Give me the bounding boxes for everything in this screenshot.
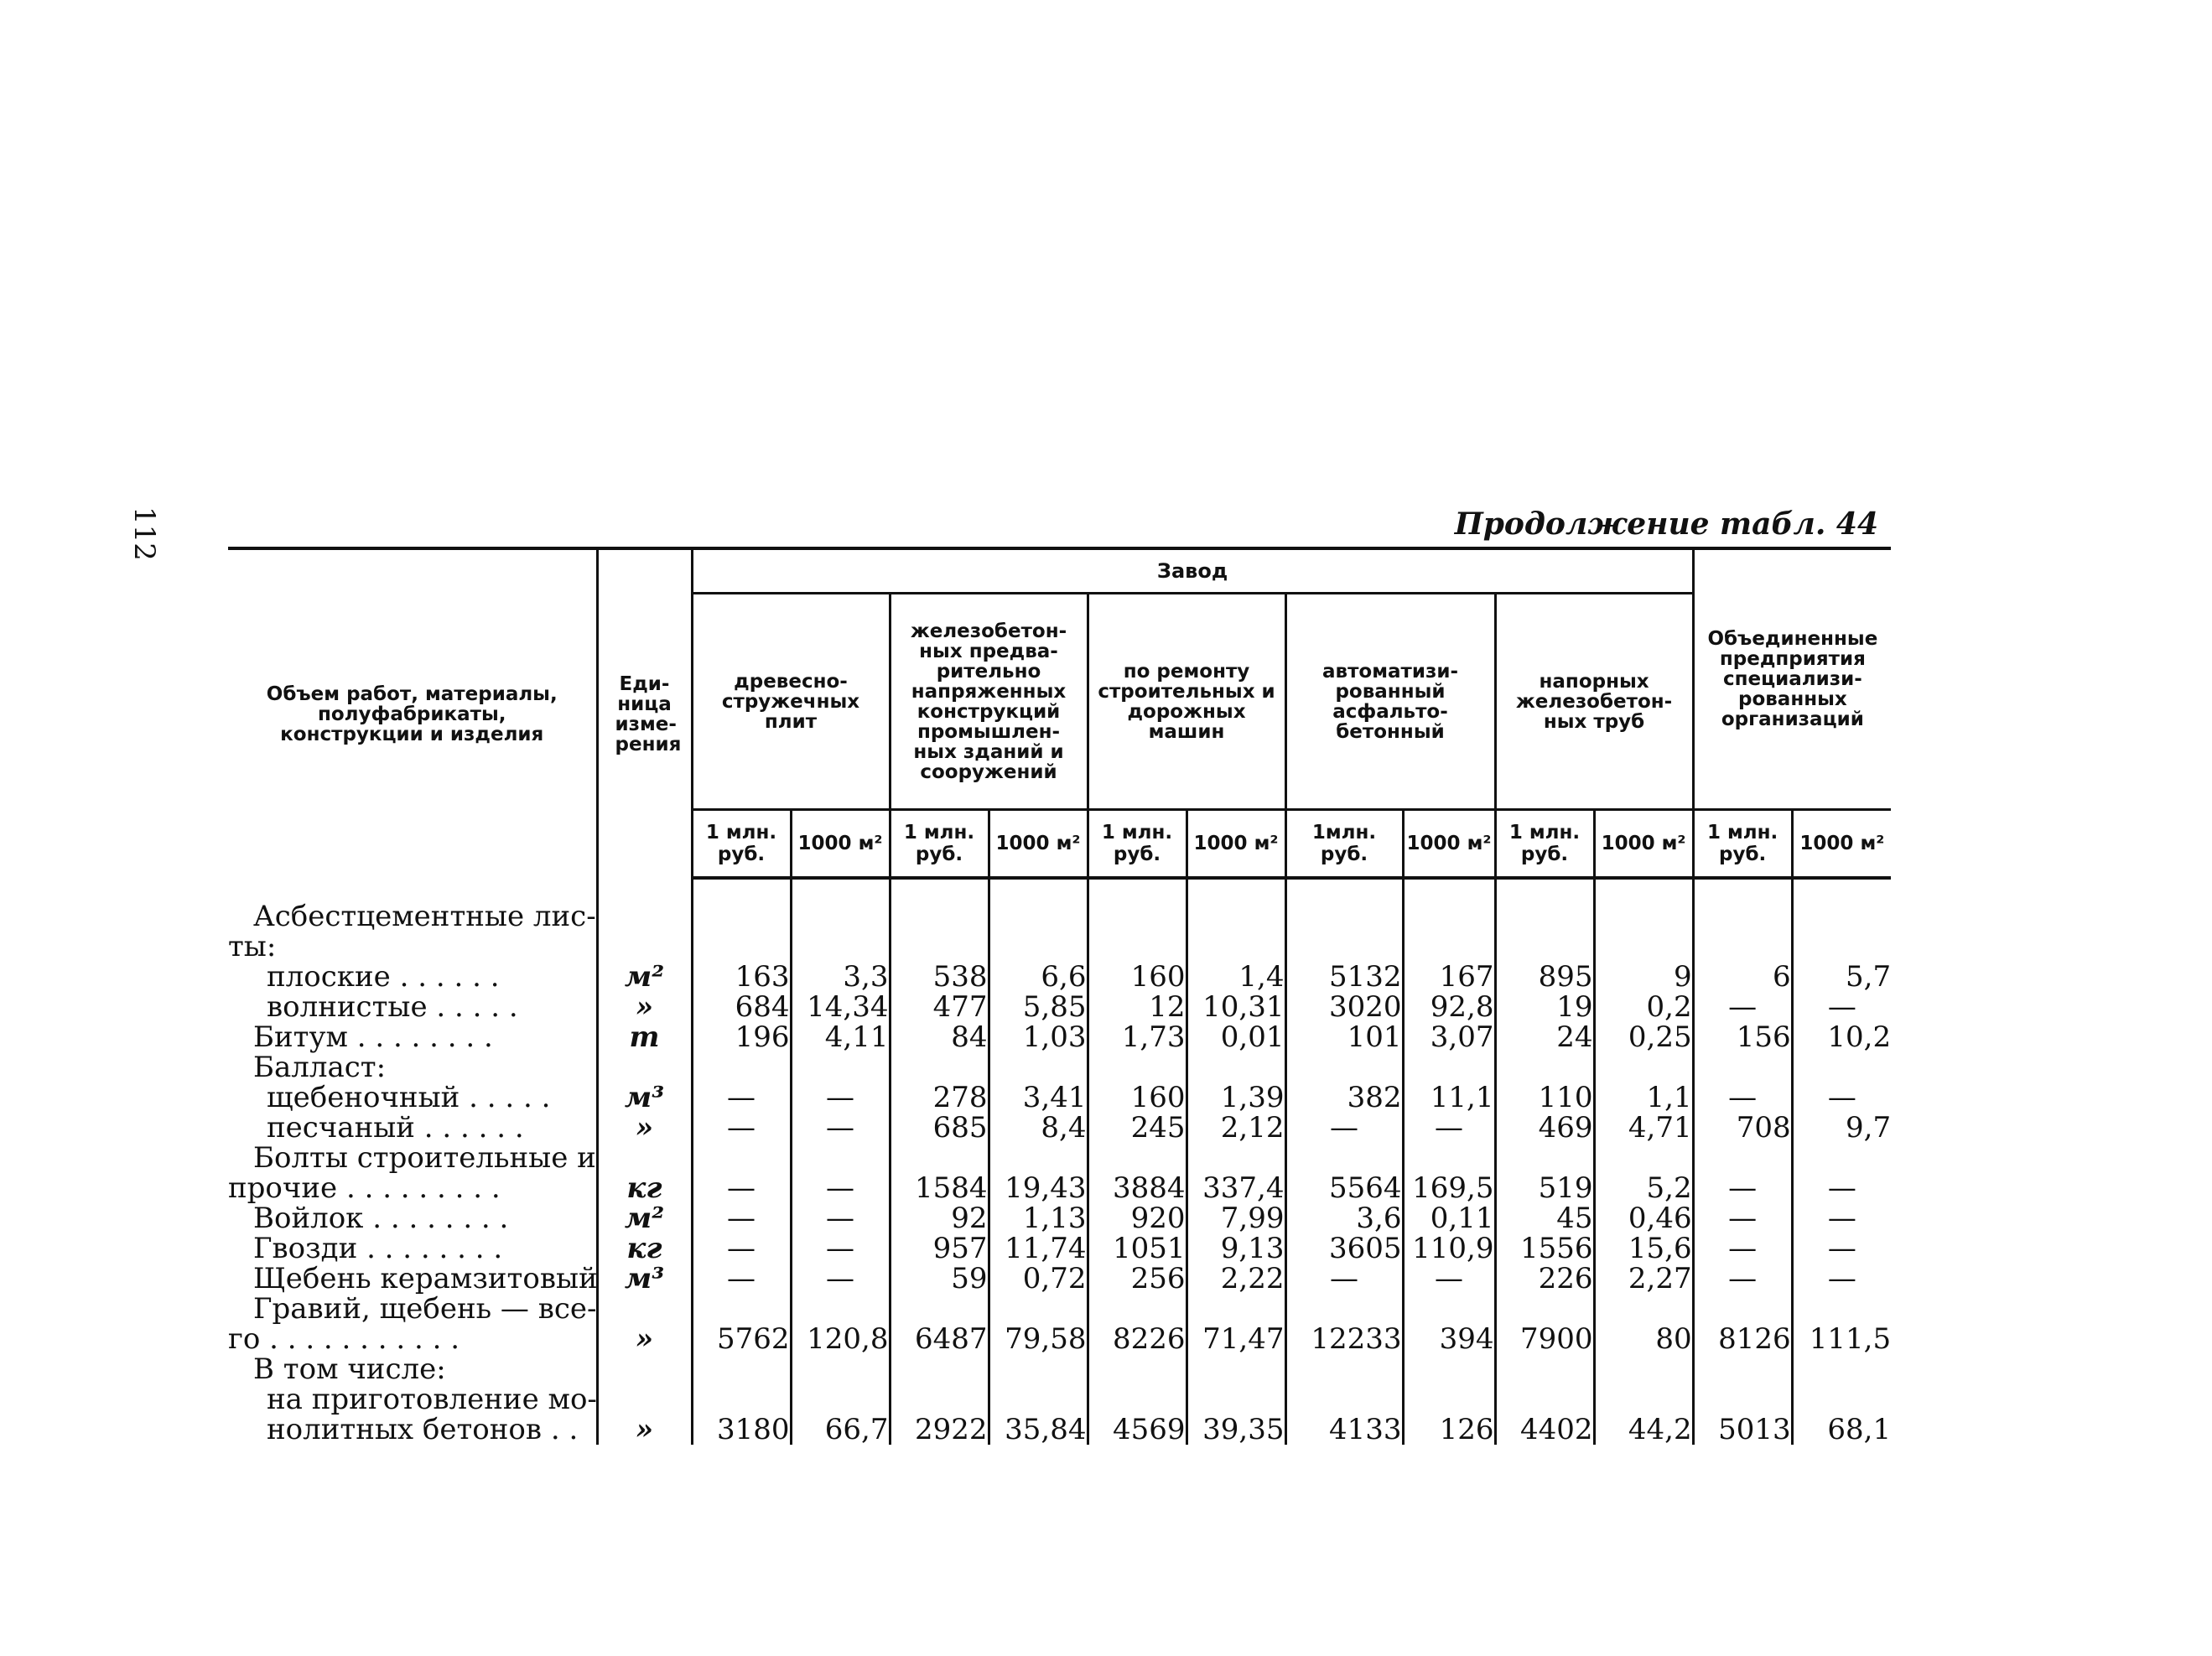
table-caption: Продолжение табл. 44 bbox=[1454, 506, 1878, 542]
table-cell bbox=[1594, 1384, 1693, 1415]
table-cell: 11,74 bbox=[989, 1233, 1088, 1264]
table-cell: 5132 bbox=[1285, 962, 1403, 992]
unit-area: 1000 м² bbox=[791, 810, 890, 879]
table-cell bbox=[1792, 1354, 1891, 1384]
row-label: нолитных бетонов . . bbox=[228, 1415, 597, 1445]
row-label: ты: bbox=[228, 932, 597, 962]
table-cell bbox=[890, 1354, 989, 1384]
table-cell: — bbox=[1403, 1113, 1495, 1143]
table-cell bbox=[791, 1143, 890, 1173]
table-cell: — bbox=[1693, 1082, 1792, 1113]
table-cell: — bbox=[791, 1113, 890, 1143]
table-cell bbox=[989, 1294, 1088, 1324]
row-unit: » bbox=[597, 1415, 692, 1445]
table-cell: — bbox=[791, 1203, 890, 1233]
table-cell: 126 bbox=[1403, 1415, 1495, 1445]
table-cell: — bbox=[1792, 1173, 1891, 1203]
table-cell bbox=[1594, 1294, 1693, 1324]
row-label: плоские . . . . . . bbox=[228, 962, 597, 992]
table-row bbox=[228, 1173, 1891, 1203]
table-cell: 110 bbox=[1495, 1082, 1594, 1113]
table-cell: 256 bbox=[1088, 1264, 1186, 1294]
table-cell bbox=[890, 932, 989, 962]
table-cell bbox=[1403, 1143, 1495, 1173]
row-label: Гвозди . . . . . . . . bbox=[228, 1233, 597, 1264]
row-label: Асбестцементные лис- bbox=[228, 901, 597, 932]
table-row bbox=[228, 1294, 1891, 1324]
row-unit: » bbox=[597, 1113, 692, 1143]
row-unit: м² bbox=[597, 962, 692, 992]
table-cell: 3,6 bbox=[1285, 1203, 1403, 1233]
table-cell bbox=[1186, 901, 1285, 932]
table-cell bbox=[1495, 1143, 1594, 1173]
table-cell bbox=[1088, 1143, 1186, 1173]
table-cell bbox=[1088, 901, 1186, 932]
table-cell bbox=[1186, 1384, 1285, 1415]
table-cell: 120,8 bbox=[791, 1324, 890, 1354]
table-cell: — bbox=[692, 1264, 791, 1294]
table-cell bbox=[692, 932, 791, 962]
table-cell: 160 bbox=[1088, 962, 1186, 992]
unit-rub: 1млн. руб. bbox=[1285, 810, 1403, 879]
unit-area: 1000 м² bbox=[989, 810, 1088, 879]
table-cell: 0,11 bbox=[1403, 1203, 1495, 1233]
table-cell: 24 bbox=[1495, 1022, 1594, 1052]
table-cell: 15,6 bbox=[1594, 1233, 1693, 1264]
table-cell: — bbox=[1403, 1264, 1495, 1294]
table-cell: 163 bbox=[692, 962, 791, 992]
table-cell bbox=[1495, 1294, 1594, 1324]
table-cell: 7900 bbox=[1495, 1324, 1594, 1354]
table-cell: 5,85 bbox=[989, 992, 1088, 1022]
header-unit-column: Еди- ница изме- рения bbox=[597, 548, 692, 878]
table-cell bbox=[1495, 1354, 1594, 1384]
table-cell: 2922 bbox=[890, 1415, 989, 1445]
table-cell: 382 bbox=[1285, 1082, 1403, 1113]
table-row bbox=[228, 1264, 1891, 1294]
table-cell bbox=[1693, 1294, 1792, 1324]
row-label: Болты строительные и bbox=[228, 1143, 597, 1173]
table-cell: 469 bbox=[1495, 1113, 1594, 1143]
table-cell bbox=[1403, 901, 1495, 932]
table-cell: 8,4 bbox=[989, 1113, 1088, 1143]
table-cell bbox=[1792, 901, 1891, 932]
table-cell bbox=[1088, 1052, 1186, 1082]
row-unit bbox=[597, 901, 692, 932]
table-cell bbox=[1403, 1354, 1495, 1384]
table-cell: — bbox=[791, 1264, 890, 1294]
unit-rub: 1 млн. руб. bbox=[1088, 810, 1186, 879]
table-cell: 3180 bbox=[692, 1415, 791, 1445]
table-cell bbox=[989, 932, 1088, 962]
table-cell: 9,7 bbox=[1792, 1113, 1891, 1143]
table-cell: — bbox=[791, 1233, 890, 1264]
table-cell: 1556 bbox=[1495, 1233, 1594, 1264]
unit-area: 1000 м² bbox=[1403, 810, 1495, 879]
table-cell: 12 bbox=[1088, 992, 1186, 1022]
table-cell: 1,13 bbox=[989, 1203, 1088, 1233]
table-cell: 0,01 bbox=[1186, 1022, 1285, 1052]
table-cell: — bbox=[791, 1173, 890, 1203]
table-row bbox=[228, 901, 1891, 932]
table-cell: 5,7 bbox=[1792, 962, 1891, 992]
table-cell: 84 bbox=[890, 1022, 989, 1052]
table-cell bbox=[1594, 1143, 1693, 1173]
table-cell: 5762 bbox=[692, 1324, 791, 1354]
table-row bbox=[228, 1203, 1891, 1233]
header-factory-pipes: напорных железобетон- ных труб bbox=[1495, 594, 1693, 810]
table-cell: 110,9 bbox=[1403, 1233, 1495, 1264]
table-cell bbox=[692, 1143, 791, 1173]
table-cell: — bbox=[791, 1082, 890, 1113]
page-number: 112 bbox=[127, 506, 161, 561]
data-table bbox=[228, 547, 1891, 1445]
table-cell: 245 bbox=[1088, 1113, 1186, 1143]
table-cell bbox=[791, 901, 890, 932]
table-cell: 1,03 bbox=[989, 1022, 1088, 1052]
table-cell: 10,2 bbox=[1792, 1022, 1891, 1052]
table-cell: 7,99 bbox=[1186, 1203, 1285, 1233]
header-factory-chipboard: древесно- стружечных плит bbox=[692, 594, 890, 810]
table-cell: 2,27 bbox=[1594, 1264, 1693, 1294]
table-cell: 59 bbox=[890, 1264, 989, 1294]
table-cell: — bbox=[692, 1082, 791, 1113]
table-cell: 9 bbox=[1594, 962, 1693, 992]
row-label: на приготовление мо- bbox=[228, 1384, 597, 1415]
table-row bbox=[228, 932, 1891, 962]
table-cell: 394 bbox=[1403, 1324, 1495, 1354]
table-cell bbox=[1285, 1052, 1403, 1082]
table-cell: — bbox=[1792, 992, 1891, 1022]
table-cell: 44,2 bbox=[1594, 1415, 1693, 1445]
table-cell: 920 bbox=[1088, 1203, 1186, 1233]
unit-rub: 1 млн. руб. bbox=[1495, 810, 1594, 879]
table-cell: 14,34 bbox=[791, 992, 890, 1022]
row-unit: кг bbox=[597, 1233, 692, 1264]
table-cell bbox=[1792, 932, 1891, 962]
row-label: В том числе: bbox=[228, 1354, 597, 1384]
table-cell: 4,71 bbox=[1594, 1113, 1693, 1143]
unit-area: 1000 м² bbox=[1594, 810, 1693, 879]
table-cell bbox=[1693, 1052, 1792, 1082]
table-cell: 5564 bbox=[1285, 1173, 1403, 1203]
table-cell: 4569 bbox=[1088, 1415, 1186, 1445]
table-cell: 477 bbox=[890, 992, 989, 1022]
table-cell: 0,25 bbox=[1594, 1022, 1693, 1052]
table-cell: — bbox=[1792, 1082, 1891, 1113]
table-cell: 11,1 bbox=[1403, 1082, 1495, 1113]
table-cell bbox=[989, 1052, 1088, 1082]
unit-rub: 1 млн. руб. bbox=[692, 810, 791, 879]
table-cell: — bbox=[1693, 1264, 1792, 1294]
row-unit bbox=[597, 1052, 692, 1082]
table-row bbox=[228, 992, 1891, 1022]
table-cell: — bbox=[692, 1113, 791, 1143]
row-label: Битум . . . . . . . . bbox=[228, 1022, 597, 1052]
table-cell bbox=[1693, 1384, 1792, 1415]
table-cell: 19,43 bbox=[989, 1173, 1088, 1203]
table-cell bbox=[890, 1143, 989, 1173]
table-cell bbox=[1285, 932, 1403, 962]
table-cell: 0,46 bbox=[1594, 1203, 1693, 1233]
row-unit: т bbox=[597, 1022, 692, 1052]
row-unit bbox=[597, 1143, 692, 1173]
table-cell: — bbox=[1792, 1264, 1891, 1294]
table-cell: 957 bbox=[890, 1233, 989, 1264]
header-factory-prestressed: железобетон- ных предва- рительно напряженных конструкций промышлен- ных зданий и сооружений bbox=[890, 594, 1088, 810]
header-united-enterprises: Объединенные предприятия специализи- рованных организаций bbox=[1693, 548, 1891, 810]
table-cell: 196 bbox=[692, 1022, 791, 1052]
row-unit: м³ bbox=[597, 1082, 692, 1113]
table-cell bbox=[1088, 1294, 1186, 1324]
table-cell: 8226 bbox=[1088, 1324, 1186, 1354]
table-cell: 6487 bbox=[890, 1324, 989, 1354]
table-row bbox=[228, 1052, 1891, 1082]
table-cell: 8126 bbox=[1693, 1324, 1792, 1354]
table-cell: 3,3 bbox=[791, 962, 890, 992]
table-row bbox=[228, 1113, 1891, 1143]
row-label: Щебень керамзитовый bbox=[228, 1264, 597, 1294]
table-cell bbox=[1088, 932, 1186, 962]
table-cell bbox=[890, 901, 989, 932]
table-cell bbox=[989, 1354, 1088, 1384]
row-unit: » bbox=[597, 1324, 692, 1354]
table-cell bbox=[1186, 1143, 1285, 1173]
table-cell bbox=[1594, 901, 1693, 932]
table-cell: 1,1 bbox=[1594, 1082, 1693, 1113]
table-cell bbox=[1693, 901, 1792, 932]
unit-area: 1000 м² bbox=[1186, 810, 1285, 879]
table-cell bbox=[692, 1384, 791, 1415]
table-cell bbox=[1693, 1354, 1792, 1384]
table-cell bbox=[1403, 1294, 1495, 1324]
table-cell: 71,47 bbox=[1186, 1324, 1285, 1354]
table-cell: 3,41 bbox=[989, 1082, 1088, 1113]
table-cell bbox=[989, 1384, 1088, 1415]
table-row bbox=[228, 1324, 1891, 1354]
table-cell bbox=[890, 1294, 989, 1324]
header-factory-machine-repair: по ремонту строительных и дорожных машин bbox=[1088, 594, 1285, 810]
table-cell bbox=[1403, 932, 1495, 962]
table-cell: 3605 bbox=[1285, 1233, 1403, 1264]
table-cell: 156 bbox=[1693, 1022, 1792, 1052]
unit-area: 1000 м² bbox=[1792, 810, 1891, 879]
table-row bbox=[228, 1143, 1891, 1173]
table-row bbox=[228, 1415, 1891, 1445]
table-cell bbox=[1792, 1143, 1891, 1173]
unit-rub: 1 млн. руб. bbox=[1693, 810, 1792, 879]
row-unit: м² bbox=[597, 1203, 692, 1233]
table-cell: 337,4 bbox=[1186, 1173, 1285, 1203]
row-label: Гравий, щебень — все- bbox=[228, 1294, 597, 1324]
table-cell: 519 bbox=[1495, 1173, 1594, 1203]
unit-rub: 1 млн. руб. bbox=[890, 810, 989, 879]
row-unit: м³ bbox=[597, 1264, 692, 1294]
table-row bbox=[228, 1022, 1891, 1052]
table-cell: 111,5 bbox=[1792, 1324, 1891, 1354]
table-cell bbox=[791, 1052, 890, 1082]
row-unit: кг bbox=[597, 1173, 692, 1203]
table-cell: 160 bbox=[1088, 1082, 1186, 1113]
table-cell: — bbox=[1792, 1233, 1891, 1264]
row-label: щебеночный . . . . . bbox=[228, 1082, 597, 1113]
table-cell: 9,13 bbox=[1186, 1233, 1285, 1264]
table-cell: 4,11 bbox=[791, 1022, 890, 1052]
table-cell: 0,2 bbox=[1594, 992, 1693, 1022]
table-cell: 19 bbox=[1495, 992, 1594, 1022]
header-factory-group: Завод bbox=[692, 548, 1693, 594]
table-cell bbox=[1186, 932, 1285, 962]
table-cell bbox=[1285, 1143, 1403, 1173]
row-label: Балласт: bbox=[228, 1052, 597, 1082]
header-name-column: Объем работ, материалы, полуфабрикаты, конструкции и изделия bbox=[228, 548, 597, 878]
table-cell: 79,58 bbox=[989, 1324, 1088, 1354]
table-cell bbox=[1594, 1052, 1693, 1082]
table-cell bbox=[1693, 932, 1792, 962]
table-cell bbox=[1186, 1052, 1285, 1082]
table-cell: 278 bbox=[890, 1082, 989, 1113]
table-cell bbox=[1495, 1052, 1594, 1082]
table-cell: 685 bbox=[890, 1113, 989, 1143]
table-cell: 4133 bbox=[1285, 1415, 1403, 1445]
table-cell: — bbox=[1693, 1173, 1792, 1203]
table-header bbox=[228, 548, 1891, 878]
table-cell bbox=[692, 901, 791, 932]
table-cell bbox=[692, 1052, 791, 1082]
table-cell: 1,4 bbox=[1186, 962, 1285, 992]
table-cell: — bbox=[692, 1203, 791, 1233]
table-cell bbox=[791, 1384, 890, 1415]
row-unit bbox=[597, 1294, 692, 1324]
table-cell: 66,7 bbox=[791, 1415, 890, 1445]
table-cell: 92,8 bbox=[1403, 992, 1495, 1022]
row-label: волнистые . . . . . bbox=[228, 992, 597, 1022]
header-factory-asphalt: автоматизи- рованный асфальто- бетонный bbox=[1285, 594, 1495, 810]
table-cell: 12233 bbox=[1285, 1324, 1403, 1354]
table-cell: 5013 bbox=[1693, 1415, 1792, 1445]
row-unit bbox=[597, 1354, 692, 1384]
row-label: прочие . . . . . . . . . bbox=[228, 1173, 597, 1203]
table-cell: 10,31 bbox=[1186, 992, 1285, 1022]
table-cell: 708 bbox=[1693, 1113, 1792, 1143]
table-cell: 3020 bbox=[1285, 992, 1403, 1022]
table-cell: 4402 bbox=[1495, 1415, 1594, 1445]
table-cell: 101 bbox=[1285, 1022, 1403, 1052]
table-cell: 3,07 bbox=[1403, 1022, 1495, 1052]
table-cell bbox=[1693, 1143, 1792, 1173]
table-cell: 6,6 bbox=[989, 962, 1088, 992]
table-cell: 5,2 bbox=[1594, 1173, 1693, 1203]
table-cell: 226 bbox=[1495, 1264, 1594, 1294]
table-cell: 0,72 bbox=[989, 1264, 1088, 1294]
table-cell: 2,22 bbox=[1186, 1264, 1285, 1294]
table-cell: 68,1 bbox=[1792, 1415, 1891, 1445]
table-cell bbox=[1792, 1052, 1891, 1082]
table-cell: 1,73 bbox=[1088, 1022, 1186, 1052]
row-unit bbox=[597, 1384, 692, 1415]
table-cell bbox=[1594, 932, 1693, 962]
table-cell bbox=[1495, 932, 1594, 962]
table-cell bbox=[1594, 1354, 1693, 1384]
table-cell bbox=[1088, 1384, 1186, 1415]
table-cell: 169,5 bbox=[1403, 1173, 1495, 1203]
table-cell: 3884 bbox=[1088, 1173, 1186, 1203]
table-cell bbox=[1403, 1384, 1495, 1415]
table-cell bbox=[989, 1143, 1088, 1173]
table-row bbox=[228, 1233, 1891, 1264]
table-row bbox=[228, 1354, 1891, 1384]
table-cell: 39,35 bbox=[1186, 1415, 1285, 1445]
table-cell: 1,39 bbox=[1186, 1082, 1285, 1113]
table-cell: — bbox=[1792, 1203, 1891, 1233]
table-cell bbox=[989, 901, 1088, 932]
table-cell bbox=[1285, 1294, 1403, 1324]
table-cell bbox=[791, 1354, 890, 1384]
table-cell: 45 bbox=[1495, 1203, 1594, 1233]
table-cell bbox=[1285, 1354, 1403, 1384]
table-cell bbox=[1403, 1052, 1495, 1082]
table-cell: — bbox=[1693, 992, 1792, 1022]
table-cell bbox=[1186, 1294, 1285, 1324]
table-cell: 895 bbox=[1495, 962, 1594, 992]
table-cell bbox=[791, 932, 890, 962]
row-label: го . . . . . . . . . . . bbox=[228, 1324, 597, 1354]
table-cell bbox=[1792, 1294, 1891, 1324]
table-cell: 6 bbox=[1693, 962, 1792, 992]
table-cell: 80 bbox=[1594, 1324, 1693, 1354]
table-row bbox=[228, 1384, 1891, 1415]
table-cell: — bbox=[1285, 1264, 1403, 1294]
table-cell bbox=[791, 1294, 890, 1324]
table-cell bbox=[1495, 901, 1594, 932]
table-cell: — bbox=[692, 1233, 791, 1264]
table-cell: 92 bbox=[890, 1203, 989, 1233]
row-unit: » bbox=[597, 992, 692, 1022]
table-cell bbox=[1495, 1384, 1594, 1415]
table-cell bbox=[692, 1294, 791, 1324]
table-cell bbox=[1792, 1384, 1891, 1415]
table-cell: — bbox=[1285, 1113, 1403, 1143]
row-label: Войлок . . . . . . . . bbox=[228, 1203, 597, 1233]
table-row bbox=[228, 1082, 1891, 1113]
table-cell bbox=[890, 1052, 989, 1082]
table-body bbox=[228, 878, 1891, 1445]
table-cell: 1584 bbox=[890, 1173, 989, 1203]
table-cell bbox=[890, 1384, 989, 1415]
table-cell bbox=[1088, 1354, 1186, 1384]
table-cell: — bbox=[692, 1173, 791, 1203]
table-cell: — bbox=[1693, 1203, 1792, 1233]
table-cell: 538 bbox=[890, 962, 989, 992]
table-row bbox=[228, 962, 1891, 992]
row-unit bbox=[597, 932, 692, 962]
table-cell bbox=[692, 1354, 791, 1384]
table-cell: — bbox=[1693, 1233, 1792, 1264]
table-cell: 1051 bbox=[1088, 1233, 1186, 1264]
table-cell: 684 bbox=[692, 992, 791, 1022]
table-cell: 167 bbox=[1403, 962, 1495, 992]
table-cell bbox=[1285, 901, 1403, 932]
table-cell: 2,12 bbox=[1186, 1113, 1285, 1143]
table-cell bbox=[1285, 1384, 1403, 1415]
table-cell: 35,84 bbox=[989, 1415, 1088, 1445]
row-label: песчаный . . . . . . bbox=[228, 1113, 597, 1143]
table-cell bbox=[1186, 1354, 1285, 1384]
